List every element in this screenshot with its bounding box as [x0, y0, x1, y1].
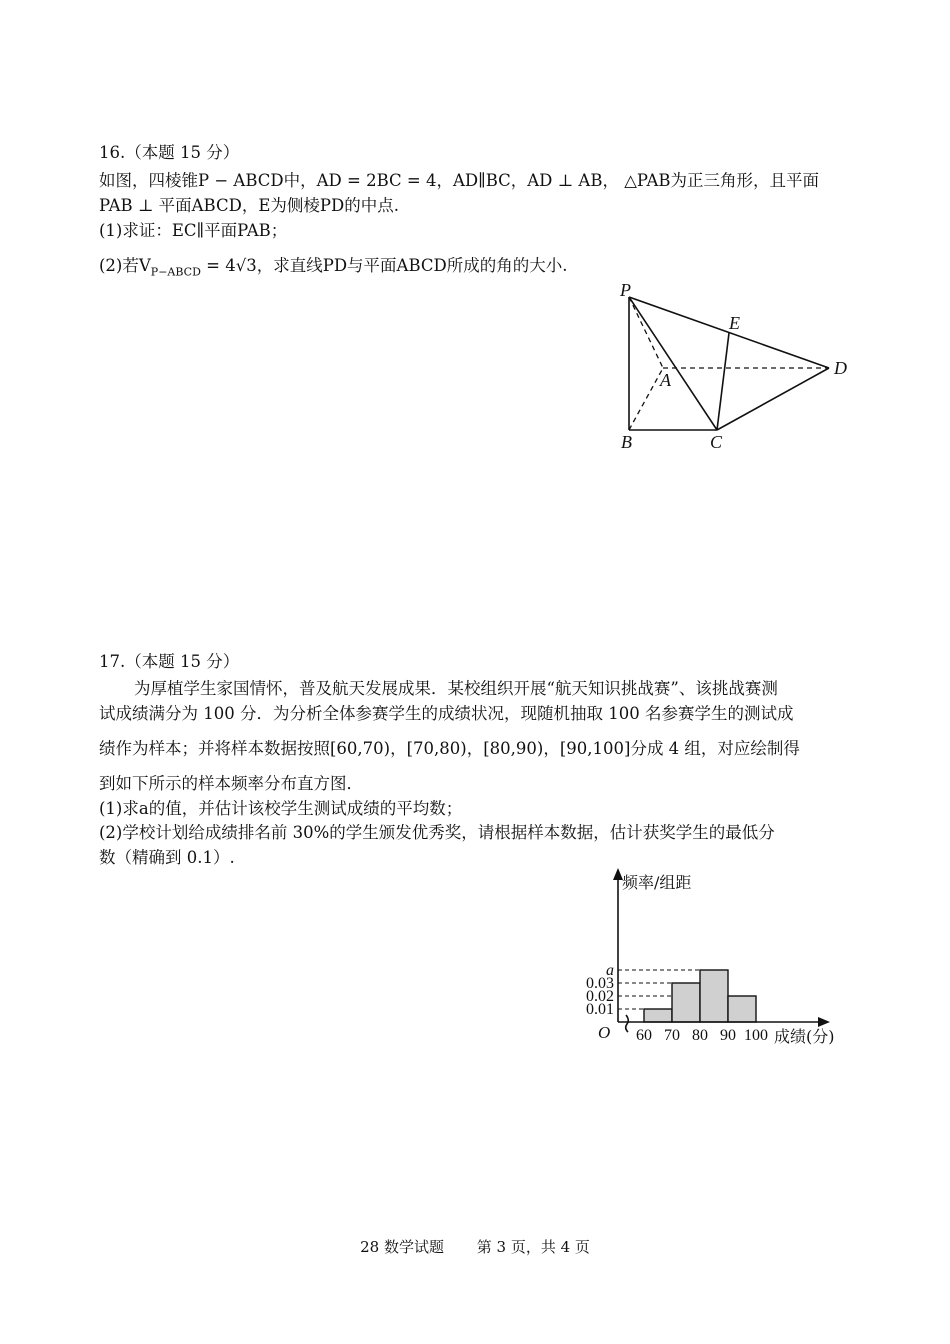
footer-paper-title: 28 数学试题: [360, 1238, 444, 1256]
footer-page-number: 第 3 页，共 4 页: [476, 1238, 590, 1256]
q16-sub2-lead: (2)若V: [99, 256, 151, 275]
x-tick-80: 80: [692, 1027, 708, 1044]
q16-sub2-rest: = 4√3，求直线PD与平面ABCD所成的角的大小.: [200, 256, 568, 275]
q16-text-line1: 如图，四棱锥P − ABCD中，AD = 2BC = 4，AD∥BC，AD ⊥ AB， △PAB为正三角形，且平面: [99, 171, 820, 190]
q16-sub2-subscript: P−ABCD: [150, 265, 201, 279]
histogram-bar-[90,100]: [728, 996, 756, 1022]
q17-header: 17.（本题 15 分）: [99, 652, 240, 671]
q16-text-line2: PAB ⊥ 平面ABCD，E为侧棱PD的中点.: [99, 196, 399, 215]
x-tick-70: 70: [664, 1027, 680, 1044]
y-tick-a: a: [606, 962, 614, 979]
x-axis-label: 成绩(分): [774, 1027, 835, 1046]
x-tick-90: 90: [720, 1027, 736, 1044]
y-axis-label: 频率/组距: [622, 873, 692, 892]
frequency-histogram: [560, 862, 860, 1052]
y-tick-0.03: 0.03: [586, 975, 614, 992]
histogram-bar-[70,80): [672, 983, 700, 1022]
label-D: D: [834, 358, 847, 378]
q16-header: 16.（本题 15 分）: [99, 143, 240, 162]
histogram-bar-[80,90): [700, 970, 728, 1022]
edge-CD: [717, 368, 829, 430]
label-P: P: [620, 280, 631, 300]
edge-BA-hidden: [629, 368, 663, 430]
x-tick-labels: [636, 1027, 768, 1044]
edge-PC: [629, 297, 717, 430]
label-C: C: [710, 432, 723, 452]
q16-sub2: [99, 255, 568, 283]
x-tick-60: 60: [636, 1027, 652, 1044]
y-tick-0.01: 0.01: [586, 1001, 614, 1018]
x-tick-100: 100: [744, 1027, 768, 1044]
x-axis-arrow: [818, 1017, 830, 1027]
q17-para-line4: 到如下所示的样本频率分布直方图．: [99, 774, 363, 793]
label-A: A: [660, 370, 671, 390]
q17-para-line2: 试成绩满分为 100 分．为分析全体参赛学生的成绩状况，现随机抽取 100 名参赛学生的测试成: [99, 704, 794, 723]
label-E: E: [729, 313, 740, 333]
origin-label: O: [598, 1023, 611, 1042]
y-tick-0.02: 0.02: [586, 988, 614, 1005]
q17-sub2-line2: 数（精确到 0.1）.: [99, 848, 235, 867]
q17-sub2-line1: (2)学校计划给成绩排名前 30%的学生颁发优秀奖，请根据样本数据，估计获奖学生的最低分: [99, 823, 775, 842]
page-footer: [0, 1236, 950, 1257]
q16-sub1: (1)求证：EC∥平面PAB；: [99, 221, 288, 240]
q17-para-line1: 为厚植学生家国情怀，普及航天发展成果．某校组织开展“航天知识挑战赛”、该挑战赛测: [134, 679, 778, 698]
q17-sub1: (1)求a的值，并估计该校学生测试成绩的平均数；: [99, 799, 463, 818]
q17-para-line3: 绩作为样本；并将样本数据按照[60,70)，[70,80)，[80,90)，[90,100]分成 4 组，对应绘制得: [99, 739, 800, 758]
histogram-bar-[60,70): [644, 1009, 672, 1022]
axis-break-mark: [626, 1015, 629, 1032]
pyramid-figure: [600, 278, 870, 458]
label-B: B: [621, 432, 632, 452]
edge-EC: [717, 333, 729, 430]
y-tick-labels: [586, 962, 614, 1018]
